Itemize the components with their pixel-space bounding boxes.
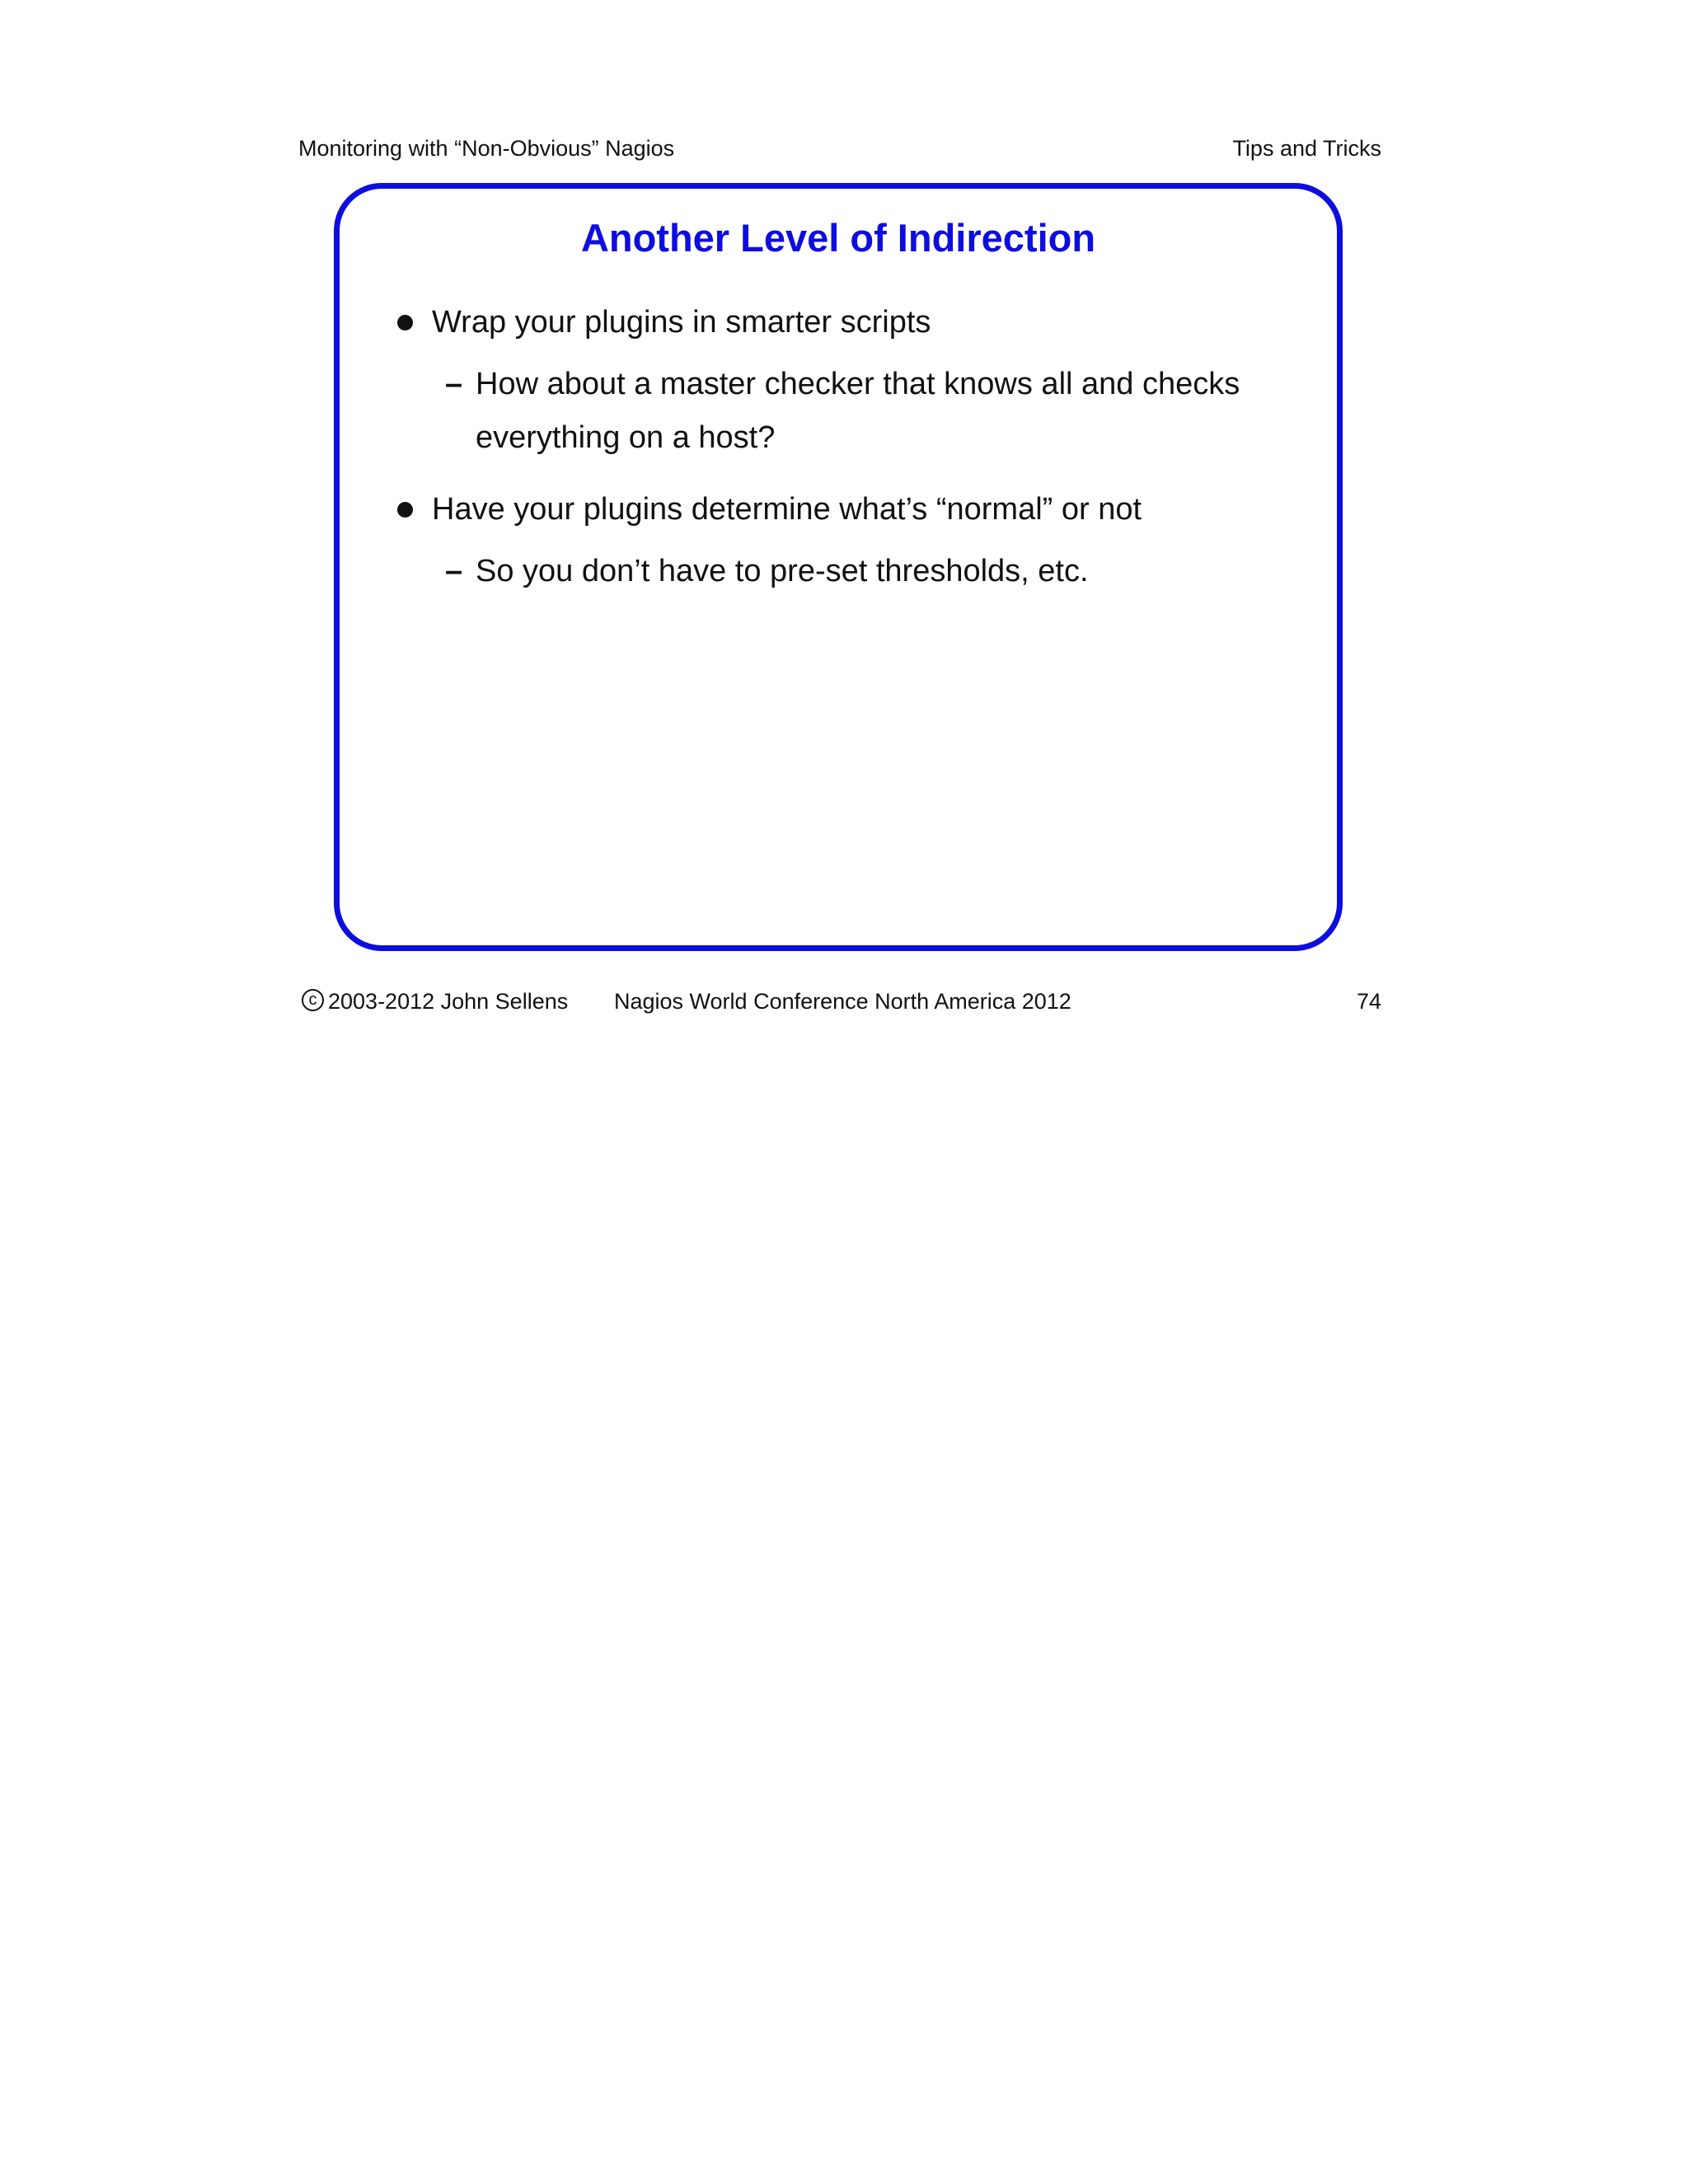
bullet-text: Wrap your plugins in smarter scripts [432,305,931,340]
page-footer [298,985,1381,1018]
sub-bullet-item [397,358,1287,465]
bullet-dot-icon [397,502,413,518]
bullet-dot-icon [397,315,413,330]
copyright-icon: c [302,989,324,1011]
header-section-title: Tips and Tricks [1232,136,1381,161]
sub-bullet-item [397,545,1287,598]
sub-bullet-text: How about a master checker that knows all and checks everything on a host? [476,367,1240,455]
dash-icon: – [445,367,463,401]
bullet-item [397,483,1287,537]
slide-frame [334,183,1343,951]
footer-author: 2003-2012 John Sellens [328,989,569,1014]
page-number: 74 [1356,989,1381,1014]
bullet-group [397,483,1287,598]
header-document-title: Monitoring with “Non-Obvious” Nagios [298,136,675,161]
footer-conference: Nagios World Conference North America 2012 [614,989,1071,1014]
sub-bullet-text: So you don’t have to pre-set thresholds, etc. [476,554,1089,588]
page-header [298,132,1381,165]
bullet-text: Have your plugins determine what’s “normal” or not [432,492,1142,527]
bullet-group [397,296,1287,465]
bullet-list [397,296,1287,598]
slide-title: Another Level of Indirection [580,216,1096,260]
bullet-item [397,296,1287,349]
dash-icon: – [445,554,463,588]
